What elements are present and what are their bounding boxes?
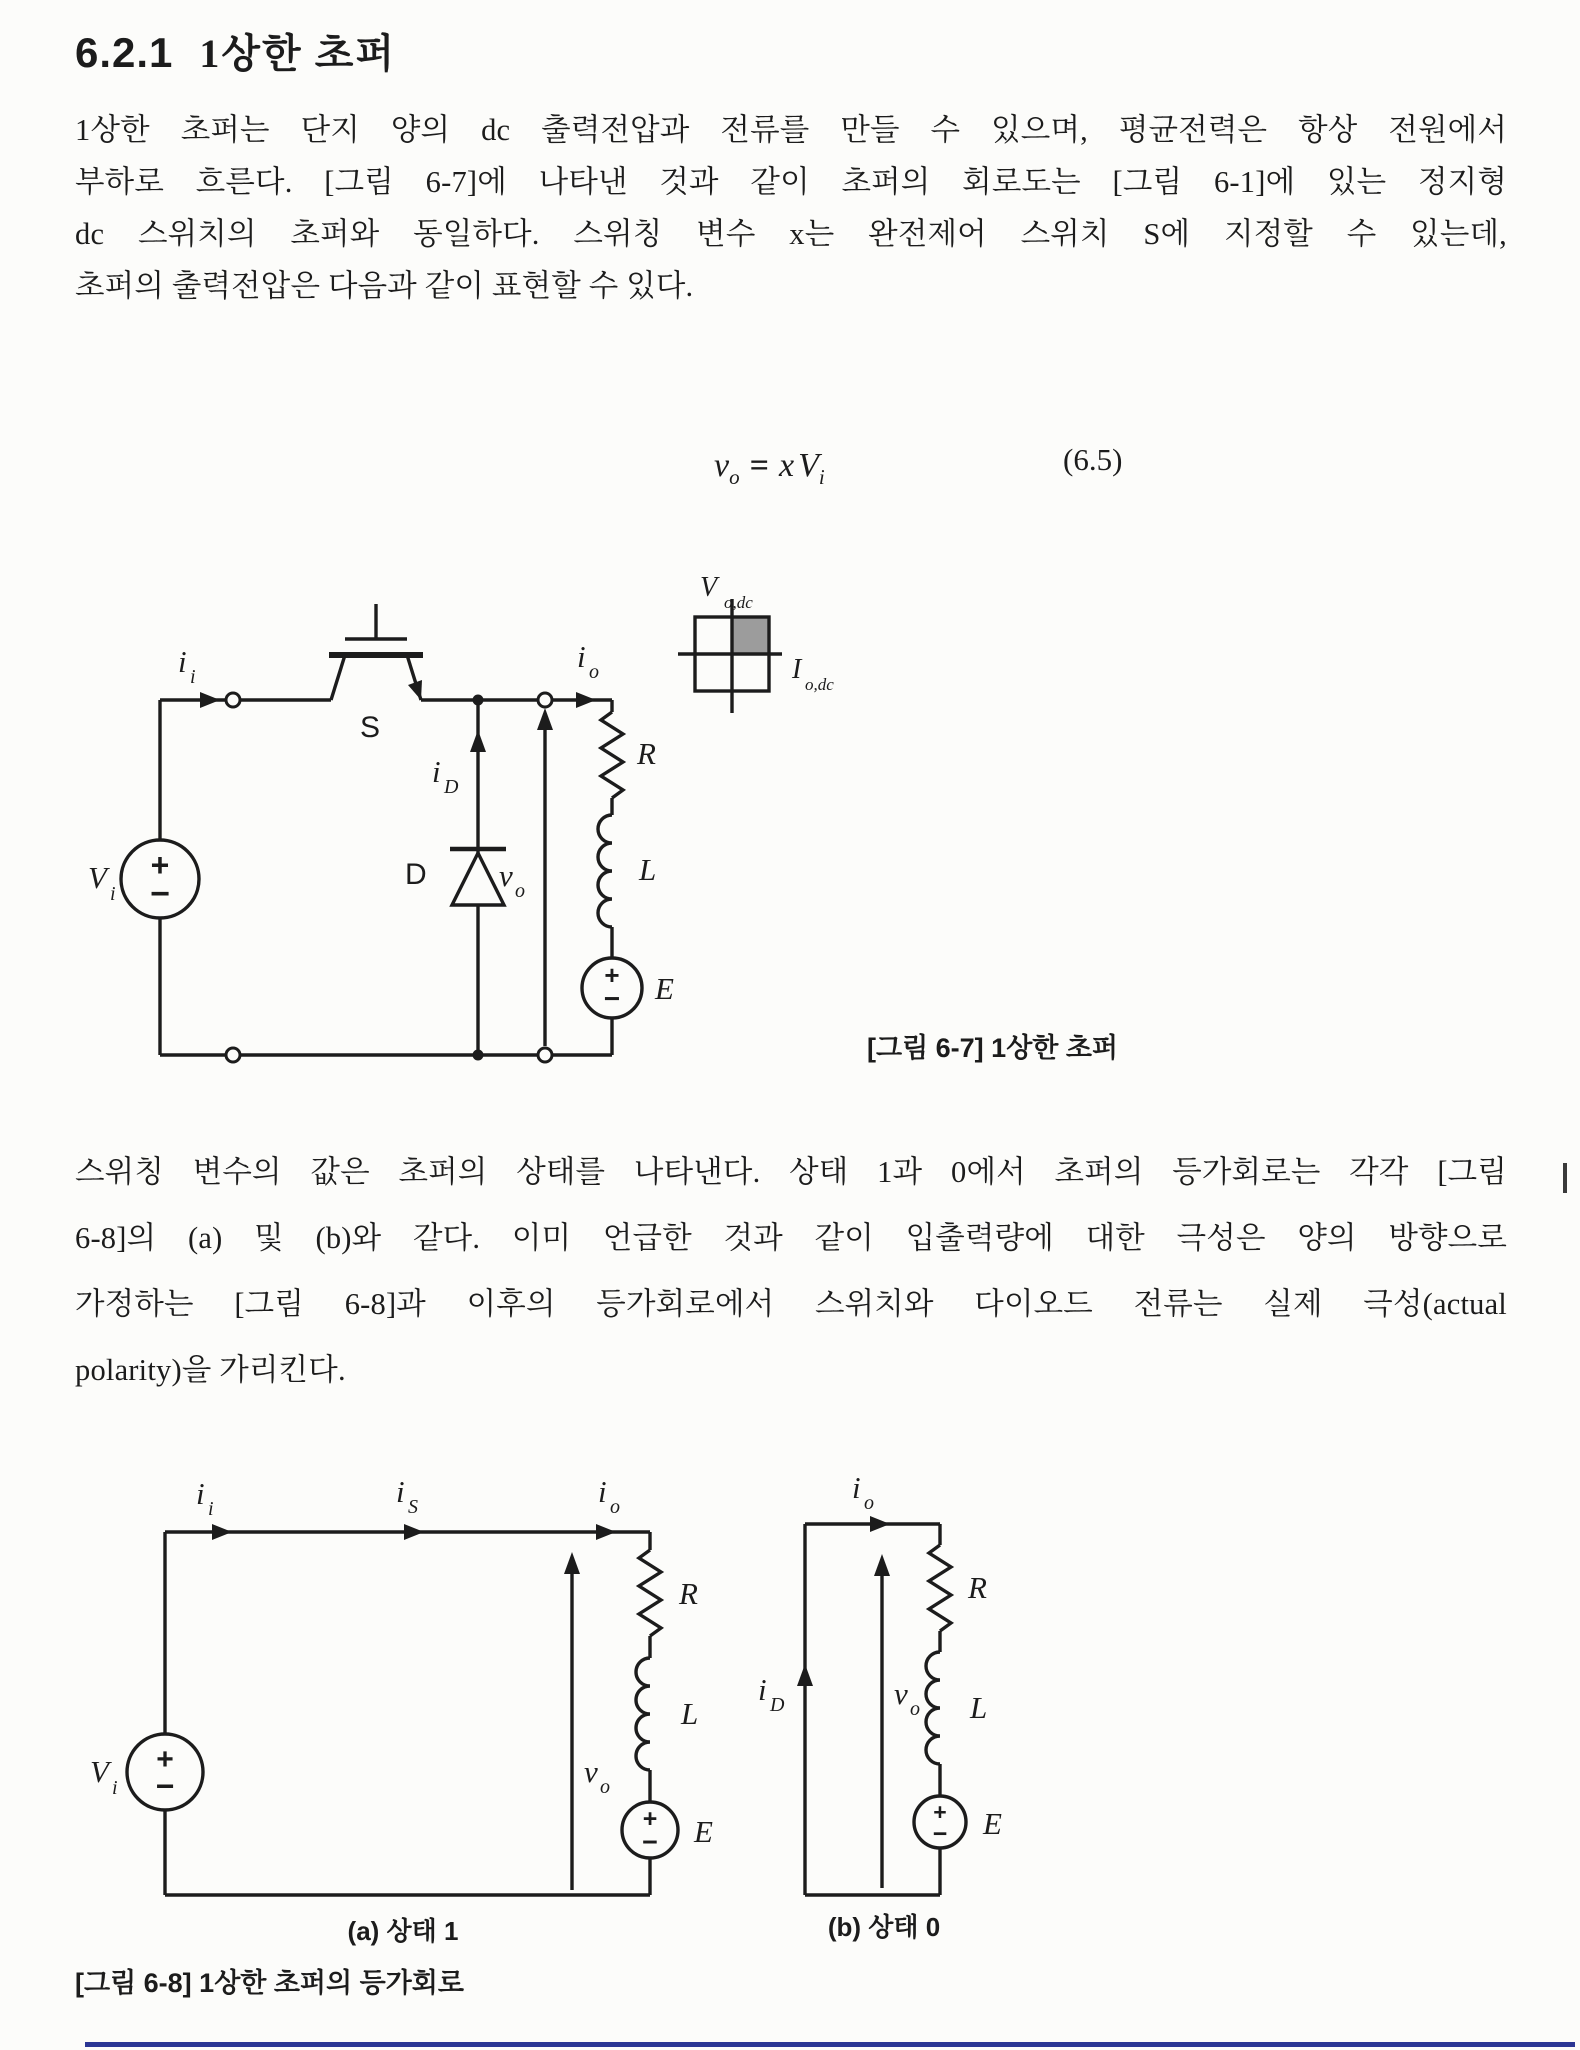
switch-current-label: i (396, 1474, 405, 1509)
section-heading (75, 22, 396, 79)
output-current-sub: o (864, 1492, 874, 1514)
minus-sign: − (642, 1827, 658, 1857)
resistor-icon (601, 712, 623, 798)
input-voltage-sub: i (110, 883, 116, 905)
junction-dot (473, 1050, 484, 1061)
emf-label: E (694, 1814, 713, 1849)
quadrant-voltage-label: V (700, 572, 718, 603)
plus-sign: + (150, 847, 170, 883)
plus-sign: + (642, 1805, 658, 1833)
switch-emitter-arrowhead (408, 680, 422, 700)
plus-sign: + (933, 1799, 947, 1825)
paragraph-line: 가정하는 [그림 6-8]과 이후의 등가회로에서 스위치와 다이오드 전류는 실제 극성(actual (75, 1287, 1507, 1321)
equation-lhs-sub: o (729, 464, 740, 489)
output-voltage-sub: o (515, 880, 525, 902)
resistor-icon (639, 1550, 661, 1636)
diode-current-arrowhead (797, 1664, 813, 1686)
input-voltage-label: V (90, 1754, 109, 1789)
equation-lhs: v (714, 447, 730, 484)
output-current-arrowhead (870, 1516, 890, 1532)
equation-number: (6.5) (1063, 442, 1123, 477)
output-current-label: i (852, 1470, 861, 1505)
equation-rhs: V (798, 447, 819, 484)
diode-current-sub: D (444, 776, 459, 798)
state-1-circuit (127, 1532, 678, 1895)
figure-6-7-circuit (121, 604, 642, 1055)
diode-label: D (405, 858, 427, 891)
switch-label: S (360, 711, 381, 744)
minus-sign: − (603, 983, 621, 1014)
output-voltage-label: v (894, 1676, 908, 1711)
figure-6-7-caption: [그림 6-7] 1상한 초퍼 (867, 1033, 1119, 1063)
resistor-label: R (637, 736, 656, 771)
terminal-node (538, 693, 552, 707)
section-number: 6.2.1 (75, 29, 174, 76)
input-current-arrowhead (200, 692, 220, 708)
plus-sign: + (604, 960, 620, 990)
resistor-label: R (679, 1576, 698, 1611)
figure-6-7 (80, 420, 1260, 1080)
minus-sign: − (155, 1768, 175, 1804)
output-voltage-sub: o (910, 1698, 920, 1720)
diode-current-label: i (432, 754, 441, 789)
inductor-label: L (681, 1696, 699, 1731)
section-title: 1상한 초퍼 (199, 31, 396, 76)
minus-sign: − (150, 875, 170, 913)
paragraph-2 (75, 1139, 1507, 1403)
input-voltage-sub: i (112, 1777, 118, 1799)
equation-factor: x (778, 447, 795, 484)
paragraph-line: dc 스위치의 초퍼와 동일하다. 스위칭 변수 x는 완전제어 스위치 S에 지정할 수 있는데, (75, 217, 1507, 251)
output-voltage-label: v (499, 858, 513, 893)
plus-sign: + (156, 1743, 174, 1776)
inductor-icon (636, 1658, 650, 1770)
paragraph-line: 6-8]의 (a) 및 (b)와 같다. 이미 언급한 것과 같이 입출력량에 대한 극성은 양의 방향으로 (75, 1221, 1507, 1255)
paragraph-line: 1상한 초퍼는 단지 양의 dc 출력전압과 전류를 만들 수 있으며, 평균전력은 항상 전원에서 (75, 113, 1507, 147)
diode-current-label: i (758, 1672, 767, 1707)
subfigure-a-caption: (a) 상태 1 (347, 1916, 459, 1946)
paragraph-line: 초퍼의 출력전압은 다음과 같이 표현할 수 있다. (75, 269, 694, 303)
equals-sign: = (749, 447, 769, 484)
equation-rhs-sub: i (818, 464, 825, 489)
emf-label: E (655, 971, 674, 1006)
inductor-label: L (970, 1690, 988, 1725)
emf-label: E (983, 1806, 1002, 1841)
terminal-node (538, 1048, 552, 1062)
quadrant-diagram (678, 572, 834, 713)
paragraph-line: polarity)을 가리킨다. (75, 1353, 346, 1387)
output-current-label: i (577, 639, 586, 674)
quadrant-current-label: I (792, 654, 802, 685)
output-current-sub: o (610, 1496, 620, 1518)
resistor-icon (929, 1545, 951, 1631)
diode-current-sub: D (770, 1694, 785, 1716)
minus-sign: − (932, 1820, 948, 1848)
quadrant-current-sub: o,dc (805, 675, 834, 694)
paragraph-line: 스위칭 변수의 값은 초퍼의 상태를 나타낸다. 상태 1과 0에서 초퍼의 등가회로는 각각 [그림 (75, 1155, 1507, 1189)
terminal-node (226, 693, 240, 707)
inductor-label: L (639, 852, 657, 887)
output-current-arrowhead (576, 692, 596, 708)
output-current-label: i (598, 1474, 607, 1509)
paragraph-line: 부하로 흐른다. [그림 6-7]에 나타낸 것과 같이 초퍼의 회로도는 [그림 6-1]에 있는 정지형 (75, 165, 1507, 199)
diode-current-arrowhead (470, 730, 486, 752)
input-current-label: i (178, 644, 187, 679)
inductor-icon (598, 815, 612, 927)
input-current-label: i (196, 1476, 205, 1511)
scan-artifact-blue-line (85, 2042, 1575, 2047)
junction-dot (473, 695, 484, 706)
input-current-sub: i (208, 1498, 214, 1520)
figure-6-8 (60, 1440, 1100, 2010)
input-current-arrowhead (212, 1524, 232, 1540)
output-current-sub: o (589, 661, 599, 683)
figure-6-8-caption: [그림 6-8] 1상한 초퍼의 등가회로 (75, 1968, 464, 1998)
output-current-arrowhead (596, 1524, 616, 1540)
inductor-icon (926, 1652, 940, 1764)
output-voltage-label: v (584, 1754, 598, 1789)
quadrant-voltage-sub: o,dc (724, 593, 753, 612)
scan-artifact-tick (1563, 1163, 1567, 1193)
output-voltage-sub: o (600, 1776, 610, 1798)
subfigure-b-caption: (b) 상태 0 (827, 1912, 941, 1942)
switch-current-sub: S (408, 1496, 418, 1518)
terminal-node (226, 1048, 240, 1062)
input-voltage-label: V (88, 860, 107, 895)
paragraph-1 (75, 104, 1507, 312)
input-current-sub: i (190, 666, 196, 688)
resistor-label: R (968, 1570, 987, 1605)
shaded-first-quadrant (732, 617, 769, 654)
output-voltage-arrowhead (564, 1552, 580, 1574)
switch-current-arrowhead (404, 1524, 424, 1540)
output-voltage-arrowhead (874, 1554, 890, 1576)
output-voltage-arrowhead (537, 708, 553, 730)
diode-icon (450, 849, 506, 905)
